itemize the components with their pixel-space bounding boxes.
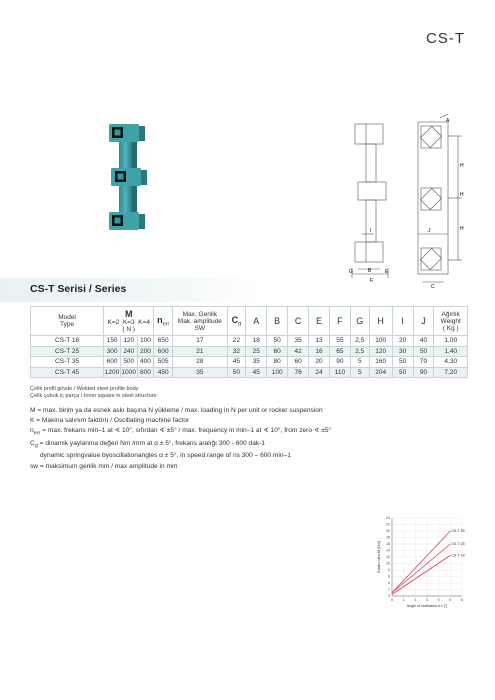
value-cell: 100 (267, 367, 288, 378)
value-cell: 100 (369, 336, 392, 347)
bottom-clamp (109, 212, 145, 230)
dim-f: F (370, 278, 374, 284)
table-row (31, 336, 468, 347)
value-cell: 24 (309, 367, 330, 378)
note-inner: Çelik çubuk iç parça / Inner square in steel structure (30, 393, 157, 400)
x-tick-label: 6 (461, 598, 463, 602)
value-cell: 150 (104, 336, 121, 347)
dim-j: J (428, 228, 431, 234)
y-tick-label: 22 (386, 522, 390, 527)
model-cell: CS-T 35 (31, 357, 104, 368)
dim-c: C (431, 284, 435, 290)
elastic-ratio-chart (364, 508, 474, 618)
dim-h-lower: H (460, 226, 464, 232)
definitions (30, 406, 331, 472)
col-weight: Ağırlık Weight ( Kg ) (434, 307, 468, 336)
value-cell: 50 (392, 357, 413, 368)
value-cell: 90 (413, 367, 434, 378)
value-cell: 22 (227, 336, 246, 347)
value-cell: 650 (154, 336, 173, 347)
y-tick-label: 2 (388, 587, 390, 592)
value-cell: 35 (288, 336, 309, 347)
col-h: H (369, 307, 392, 336)
y-tick-label: 0 (388, 594, 390, 599)
series-band (0, 278, 260, 302)
def-sw: sw = maksimum genlik mm / max amplitude in mm (30, 462, 178, 470)
y-tick-label: 18 (386, 535, 390, 540)
col-model-type: Model Type (31, 307, 104, 336)
series-label: CS-T 35 (451, 529, 465, 534)
value-cell: 1200 (104, 368, 120, 376)
col-g: G (350, 307, 369, 336)
value-cell: 42 (288, 346, 309, 357)
value-cell: 120 (120, 336, 137, 347)
series-label: CS-T 25 (451, 542, 465, 547)
dim-b: B (368, 268, 372, 274)
value-cell: 55 (329, 336, 350, 347)
def-cd: $C_d$ = dinamik yaylanma değeri Nm /mm at α ± 5°, frekans aralığı 300 - 600 dak-1 (30, 439, 266, 450)
value-cell: 60 (288, 357, 309, 368)
table-header-row (31, 307, 468, 336)
def-cd-en: dynamic springvalue byoscillationangles α ± 5°, in speed range of ns 300 – 600 min–1 (40, 452, 291, 460)
y-tick-label: 4 (388, 581, 390, 586)
y-tick-label: 14 (386, 548, 390, 553)
x-tick-label: 1 (402, 598, 405, 602)
value-cell: 13 (309, 336, 330, 347)
value-cell: 400 (137, 357, 154, 368)
value-cell: 120 (369, 346, 392, 357)
spec-table (30, 306, 468, 378)
col-j: J (413, 307, 434, 336)
col-f: F (329, 307, 350, 336)
value-cell: 65 (329, 346, 350, 357)
col-cd: $C_d$ (227, 307, 246, 336)
top-clamp (109, 124, 145, 142)
value-cell: 50 (392, 367, 413, 378)
value-cell: 45 (227, 357, 246, 368)
value-cell: 2,5 (350, 346, 369, 357)
value-cell: 32 (227, 346, 246, 357)
value-cell: 20 (309, 357, 330, 368)
value-cell: 160 (369, 357, 392, 368)
value-cell: 200 (137, 346, 154, 357)
value-cell: 600 (154, 346, 173, 357)
technical-drawing (340, 112, 475, 290)
y-tick-label: 10 (386, 561, 390, 566)
value-cell: 90 (329, 357, 350, 368)
value-cell: 450 (154, 367, 173, 378)
value-cell: 60 (267, 346, 288, 357)
value-cell: 1,40 (434, 346, 468, 357)
value-cell: 70 (413, 357, 434, 368)
dim-h-upper: H (460, 163, 464, 169)
value-cell: 28 (173, 357, 227, 368)
value-cell: 800 (137, 367, 154, 378)
value-cell: 1000 (121, 368, 136, 376)
value-cell: 45 (246, 367, 267, 378)
def-k: K = Makina salınım faktörü / Oscillating machine factor (30, 417, 190, 425)
x-tick-label: 3 (426, 598, 428, 602)
y-tick-label: 12 (386, 555, 390, 560)
value-cell: 25 (246, 346, 267, 357)
col-c: C (288, 307, 309, 336)
value-cell: 204 (369, 367, 392, 378)
value-cell: 505 (154, 357, 173, 368)
series-line (392, 531, 450, 593)
value-cell: 35 (246, 357, 267, 368)
series-label: CS-T 18 (451, 553, 465, 558)
value-cell: 240 (120, 346, 137, 357)
value-cell: 21 (173, 346, 227, 357)
x-tick-label: 0 (391, 598, 393, 602)
value-cell: 600 (104, 357, 121, 368)
dim-e: E (385, 269, 389, 275)
series-line (392, 555, 450, 594)
col-a: A (246, 307, 267, 336)
value-cell: 5 (350, 357, 369, 368)
value-cell: 35 (173, 367, 227, 378)
col-i: I (392, 307, 413, 336)
value-cell: 20 (392, 336, 413, 347)
product-photo (95, 118, 165, 238)
value-cell: 50 (267, 336, 288, 347)
value-cell: 2,5 (350, 336, 369, 347)
model-cell: CS-T 25 (31, 346, 104, 357)
table-row (31, 367, 468, 378)
def-m: M = max. birim ya da esnek askı başına N yükleme / max. loading in N per unit or rocker suspension (30, 407, 323, 414)
table-row (31, 346, 468, 357)
col-b: B (267, 307, 288, 336)
x-axis-label: Angle of oscillation α ± [°] (406, 604, 448, 608)
value-cell: 50 (413, 346, 434, 357)
dim-h-mid: H (460, 192, 464, 198)
y-tick-label: 24 (386, 516, 390, 521)
value-cell: 40 (413, 336, 434, 347)
x-tick-label: 2 (414, 598, 417, 602)
col-nerr: $n_{err}$ (154, 307, 173, 336)
x-tick-label: 5 (449, 598, 452, 602)
model-cell: CS-T 18 (31, 336, 104, 347)
def-nerr: $n_{err} = \max$. frekans min–1 at ∢ 10°, sıfırdan ∢ ±5° / max. frequency in min–1 at ∢ 10°, from zero ∢ ±5° (30, 427, 332, 437)
value-cell: 1,00 (434, 336, 468, 347)
value-cell: 30 (392, 346, 413, 357)
value-cell: 4,30 (434, 357, 468, 368)
value-cell: 100 (137, 336, 154, 347)
dim-a: A (446, 118, 450, 124)
y-tick-label: 6 (388, 574, 390, 579)
series-line (392, 544, 450, 593)
series-title: CS-T Serisi / Series (30, 283, 127, 295)
value-cell: 300 (104, 346, 121, 357)
y-tick-label: 8 (388, 568, 390, 573)
value-cell: 500 (120, 357, 137, 368)
y-tick-label: 20 (386, 529, 390, 534)
col-amplitude: Max. Genlik Mak. amplitude SW (173, 307, 227, 336)
y-tick-label: 16 (386, 542, 390, 547)
value-cell: 7,20 (434, 367, 468, 378)
model-cell: CS-T 45 (31, 367, 104, 378)
note-body: Çelik profil gövde / Welded steel profile body (30, 386, 139, 392)
value-cell: 18 (246, 336, 267, 347)
value-cell: 50 (227, 367, 246, 378)
value-cell: 16 (309, 346, 330, 357)
value-cell: 17 (173, 336, 227, 347)
col-e: E (309, 307, 330, 336)
value-cell: 5 (350, 367, 369, 378)
x-tick-label: 4 (437, 598, 440, 602)
value-cell: 76 (288, 367, 309, 378)
middle-clamp (111, 168, 147, 186)
footnotes (30, 386, 157, 400)
y-axis-label: Elastic ratio M [Nm] (377, 541, 381, 573)
value-cell: 80 (267, 357, 288, 368)
table-row (31, 357, 468, 368)
brand-logo: CS-T (426, 30, 465, 47)
value-cell: 110 (329, 367, 350, 378)
col-m: M K=2 K=3 K=4 ( N ) (104, 307, 154, 336)
dim-i: I (370, 228, 372, 234)
dim-g: G (349, 269, 353, 275)
